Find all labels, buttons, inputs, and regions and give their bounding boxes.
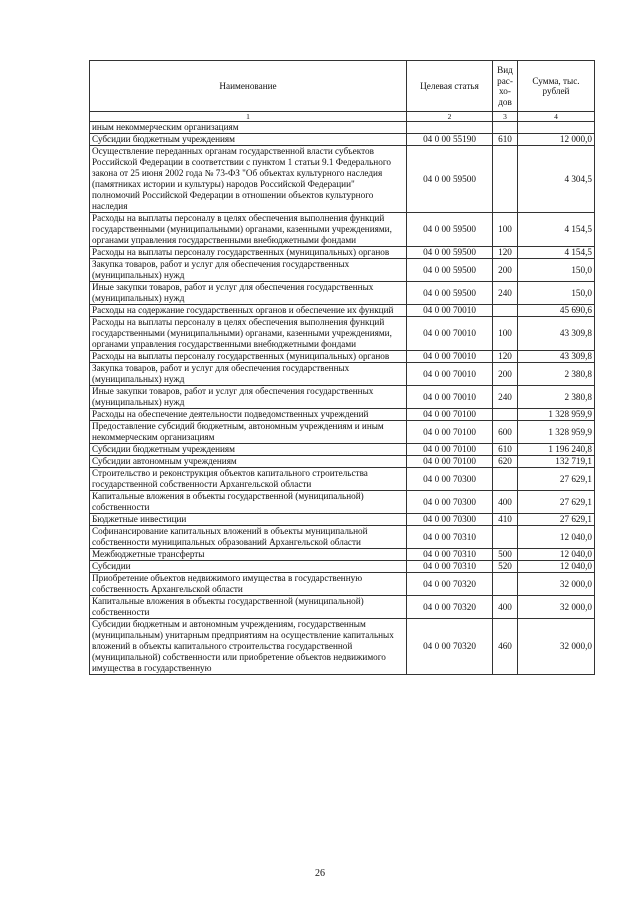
row-expense-type: 610 (493, 444, 518, 456)
row-expense-type (493, 409, 518, 421)
row-sum: 43 309,8 (518, 351, 595, 363)
row-name: Закупка товаров, работ и услуг для обеспечения государственных (муниципальных) нужд (90, 259, 407, 282)
row-name: Субсидии (90, 561, 407, 573)
table-row (90, 596, 595, 619)
row-name: Расходы на обеспечение деятельности подведомственных учреждений (90, 409, 407, 421)
row-sum: 1 196 240,8 (518, 444, 595, 456)
row-expense-type (493, 526, 518, 549)
row-name: Капитальные вложения в объекты государственной (муниципальной) собственности (90, 596, 407, 619)
row-target-article: 04 0 00 59500 (407, 213, 493, 247)
row-sum: 27 629,1 (518, 468, 595, 491)
row-sum: 43 309,8 (518, 317, 595, 351)
row-name: Строительство и реконструкция объектов капитального строительства государственной собственности Архангельской области (90, 468, 407, 491)
row-expense-type: 100 (493, 317, 518, 351)
table-row (90, 305, 595, 317)
row-expense-type: 240 (493, 386, 518, 409)
row-expense-type: 520 (493, 561, 518, 573)
row-expense-type: 410 (493, 514, 518, 526)
table-row (90, 421, 595, 444)
row-expense-type: 400 (493, 596, 518, 619)
table-row (90, 444, 595, 456)
row-name: Субсидии автономным учреждениям (90, 456, 407, 468)
row-target-article: 04 0 00 59500 (407, 259, 493, 282)
row-name: Бюджетные инвестиции (90, 514, 407, 526)
header-expense-type: Вид рас-хо-дов (493, 61, 518, 112)
table-row (90, 526, 595, 549)
row-name: Субсидии бюджетным учреждениям (90, 134, 407, 146)
row-name: Осуществление переданных органам государственной власти субъектов Российской Федерации в соответствии с пунктом 1 статьи 9.1 Федерального закона от 25 июня 2002 года № 73-ФЗ "Об объектах культурного наследия (памятниках истории и культуры) народов Российской Федерации" полномочий Российской Федерации в отношении объектов культурного наследия (90, 146, 407, 213)
row-sum: 150,0 (518, 259, 595, 282)
row-sum: 150,0 (518, 282, 595, 305)
column-number: 1 (90, 112, 407, 122)
row-sum: 12 040,0 (518, 526, 595, 549)
table-row (90, 282, 595, 305)
row-target-article: 04 0 00 70310 (407, 526, 493, 549)
row-target-article: 04 0 00 70100 (407, 421, 493, 444)
column-number: 2 (407, 112, 493, 122)
row-sum: 32 000,0 (518, 573, 595, 596)
row-target-article: 04 0 00 70320 (407, 573, 493, 596)
column-number-row (90, 112, 595, 122)
header-row (90, 61, 595, 112)
row-target-article (407, 122, 493, 134)
row-expense-type: 500 (493, 549, 518, 561)
table-row (90, 409, 595, 421)
row-sum: 4 304,5 (518, 146, 595, 213)
row-name: Закупка товаров, работ и услуг для обеспечения государственных (муниципальных) нужд (90, 363, 407, 386)
row-target-article: 04 0 00 70100 (407, 444, 493, 456)
row-name: Субсидии бюджетным учреждениям (90, 444, 407, 456)
row-name: иным некоммерческим организациям (90, 122, 407, 134)
row-expense-type (493, 122, 518, 134)
table-row (90, 247, 595, 259)
header-name: Наименование (90, 61, 407, 112)
row-expense-type: 620 (493, 456, 518, 468)
row-expense-type: 200 (493, 363, 518, 386)
row-target-article: 04 0 00 70300 (407, 491, 493, 514)
row-expense-type: 460 (493, 619, 518, 675)
row-sum: 2 380,8 (518, 363, 595, 386)
row-expense-type (493, 573, 518, 596)
table-row (90, 122, 595, 134)
row-sum: 32 000,0 (518, 596, 595, 619)
row-name: Субсидии бюджетным и автономным учреждениям, государственным (муниципальным) унитарным предприятиям на осуществление капитальных вложений в объекты капитального строительства государственной (муниципальной) собственности или приобретение объектов недвижимого имущества в государственную (90, 619, 407, 675)
row-sum: 4 154,5 (518, 247, 595, 259)
row-target-article: 04 0 00 70010 (407, 317, 493, 351)
row-sum: 12 000,0 (518, 134, 595, 146)
row-name: Расходы на содержание государственных органов и обеспечение их функций (90, 305, 407, 317)
row-sum: 4 154,5 (518, 213, 595, 247)
header-sum: Сумма, тыс. рублей (518, 61, 595, 112)
row-target-article: 04 0 00 70300 (407, 514, 493, 526)
row-sum: 1 328 959,9 (518, 409, 595, 421)
row-sum: 1 328 959,9 (518, 421, 595, 444)
row-expense-type (493, 305, 518, 317)
row-sum: 12 040,0 (518, 549, 595, 561)
row-target-article: 04 0 00 59500 (407, 247, 493, 259)
row-name: Расходы на выплаты персоналу государственных (муниципальных) органов (90, 247, 407, 259)
row-name: Иные закупки товаров, работ и услуг для обеспечения государственных (муниципальных) нужд (90, 282, 407, 305)
row-target-article: 04 0 00 70320 (407, 619, 493, 675)
table-row (90, 146, 595, 213)
row-name: Расходы на выплаты персоналу в целях обеспечения выполнения функций государственными (муниципальными) органами, казенными учреждениями, органами управления государственными внебюджетными фондами (90, 317, 407, 351)
row-expense-type: 200 (493, 259, 518, 282)
row-sum: 12 040,0 (518, 561, 595, 573)
table-row (90, 386, 595, 409)
table-row (90, 549, 595, 561)
row-expense-type: 240 (493, 282, 518, 305)
row-expense-type: 600 (493, 421, 518, 444)
table-body (90, 122, 595, 675)
row-target-article: 04 0 00 70100 (407, 409, 493, 421)
row-target-article: 04 0 00 55190 (407, 134, 493, 146)
table-row (90, 619, 595, 675)
table-row (90, 468, 595, 491)
table-row (90, 514, 595, 526)
row-expense-type: 610 (493, 134, 518, 146)
row-sum: 27 629,1 (518, 514, 595, 526)
table-row (90, 259, 595, 282)
row-sum: 32 000,0 (518, 619, 595, 675)
table-row (90, 491, 595, 514)
row-name: Капитальные вложения в объекты государственной (муниципальной) собственности (90, 491, 407, 514)
row-target-article: 04 0 00 59500 (407, 282, 493, 305)
row-expense-type (493, 146, 518, 213)
row-target-article: 04 0 00 70100 (407, 456, 493, 468)
page-number: 26 (315, 868, 325, 879)
row-sum (518, 122, 595, 134)
header-target-article: Целевая статья (407, 61, 493, 112)
row-target-article: 04 0 00 70010 (407, 363, 493, 386)
table-row (90, 317, 595, 351)
row-name: Межбюджетные трансферты (90, 549, 407, 561)
column-number: 4 (518, 112, 595, 122)
row-target-article: 04 0 00 70300 (407, 468, 493, 491)
row-expense-type: 120 (493, 247, 518, 259)
table-row (90, 213, 595, 247)
row-name: Расходы на выплаты персоналу в целях обеспечения выполнения функций государственными (муниципальными) органами, казенными учреждениями, органами управления государственными внебюджетными фондами (90, 213, 407, 247)
row-name: Расходы на выплаты персоналу государственных (муниципальных) органов (90, 351, 407, 363)
column-number: 3 (493, 112, 518, 122)
row-target-article: 04 0 00 70010 (407, 386, 493, 409)
row-target-article: 04 0 00 70310 (407, 549, 493, 561)
row-sum: 132 719,1 (518, 456, 595, 468)
table-row (90, 134, 595, 146)
row-target-article: 04 0 00 70010 (407, 305, 493, 317)
row-target-article: 04 0 00 70010 (407, 351, 493, 363)
row-expense-type: 120 (493, 351, 518, 363)
table-row (90, 363, 595, 386)
table-row (90, 561, 595, 573)
table-row (90, 351, 595, 363)
row-target-article: 04 0 00 70310 (407, 561, 493, 573)
row-sum: 27 629,1 (518, 491, 595, 514)
row-sum: 45 690,6 (518, 305, 595, 317)
row-expense-type (493, 468, 518, 491)
row-target-article: 04 0 00 70320 (407, 596, 493, 619)
table-header (90, 61, 595, 122)
row-name: Приобретение объектов недвижимого имущества в государственную собственность Архангельской области (90, 573, 407, 596)
row-expense-type: 100 (493, 213, 518, 247)
row-target-article: 04 0 00 59500 (407, 146, 493, 213)
budget-table (89, 60, 595, 675)
row-name: Иные закупки товаров, работ и услуг для обеспечения государственных (муниципальных) нужд (90, 386, 407, 409)
table-row (90, 456, 595, 468)
table-row (90, 573, 595, 596)
row-name: Предоставление субсидий бюджетным, автономным учреждениям и иным некоммерческим организациям (90, 421, 407, 444)
row-expense-type: 400 (493, 491, 518, 514)
row-name: Софинансирование капитальных вложений в объекты муниципальной собственности муниципальных образований Архангельской области (90, 526, 407, 549)
row-sum: 2 380,8 (518, 386, 595, 409)
